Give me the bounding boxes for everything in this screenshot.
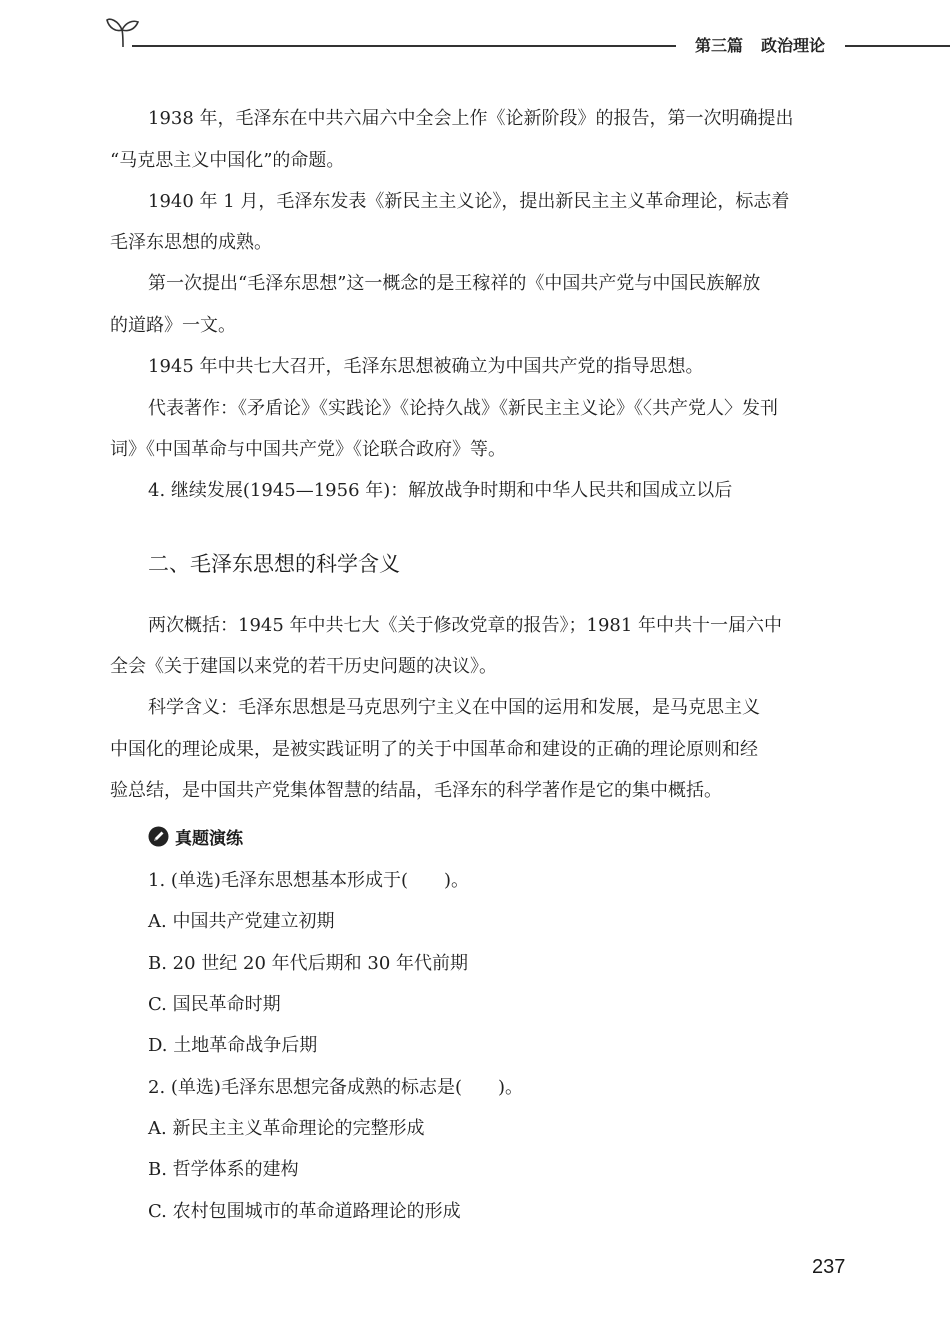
header-rule-right [845,45,950,47]
question-stem: 1. (单选)毛泽东思想基本形成于( )。 [148,870,469,891]
question-option: C. 农村包围城市的革命道路理论的形成 [148,1201,461,1222]
paragraph-line: 的道路》一文。 [110,315,236,336]
paragraph-line: 1945 年中共七大召开，毛泽东思想被确立为中国共产党的指导思想。 [148,356,704,377]
paragraph-line: 中国化的理论成果，是被实践证明了的关于中国革命和建设的正确的理论原则和经 [110,739,758,760]
paragraph-line: 代表著作：《矛盾论》《实践论》《论持久战》《新民主主义论》《〈共产党人〉发刊 [148,398,778,419]
question-option: A. 新民主主义革命理论的完整形成 [148,1118,425,1139]
running-head [695,33,825,56]
running-head-part: 第三篇 [695,36,744,55]
paragraph-line: 4. 继续发展(1945—1956 年)：解放战争时期和中华人民共和国成立以后 [148,480,733,501]
paragraph-line: 科学含义：毛泽东思想是马克思列宁主义在中国的运用和发展，是马克思主义 [148,697,760,718]
practice-title: 真题演练 [175,829,243,849]
question-stem: 2. (单选)毛泽东思想完备成熟的标志是( )。 [148,1077,523,1098]
question-option: D. 土地革命战争后期 [148,1035,318,1056]
pencil-icon [148,826,169,847]
section-heading: 二、毛泽东思想的科学含义 [148,552,400,576]
paragraph-line: 词》《中国革命与中国共产党》《论联合政府》等。 [110,439,506,460]
paragraph-line: “马克思主义中国化”的命题。 [110,150,345,171]
page-number: 237 [812,1256,846,1278]
practice-heading [148,824,243,849]
running-head-title: 政治理论 [761,36,826,55]
paragraph-line: 第一次提出“毛泽东思想”这一概念的是王稼祥的《中国共产党与中国民族解放 [148,273,761,294]
paragraph-line: 验总结，是中国共产党集体智慧的结晶，毛泽东的科学著作是它的集中概括。 [110,780,722,801]
header-rule-left [132,45,676,47]
paragraph-line: 1938 年，毛泽东在中共六届六中全会上作《论新阶段》的报告，第一次明确提出 [148,108,794,129]
paragraph-line: 1940 年 1 月，毛泽东发表《新民主主义论》，提出新民主主义革命理论，标志着 [148,191,790,212]
page-header [0,0,950,60]
paragraph-line: 全会《关于建国以来党的若干历史问题的决议》。 [110,656,497,677]
sprout-icon [105,14,141,48]
question-option: C. 国民革命时期 [148,994,281,1015]
paragraph-line: 毛泽东思想的成熟。 [110,232,272,253]
paragraph-line: 两次概括：1945 年中共七大《关于修改党章的报告》；1981 年中共十一届六中 [148,615,783,636]
question-option: A. 中国共产党建立初期 [148,911,335,932]
question-option: B. 20 世纪 20 年代后期和 30 年代前期 [148,953,468,974]
question-option: B. 哲学体系的建构 [148,1159,299,1180]
